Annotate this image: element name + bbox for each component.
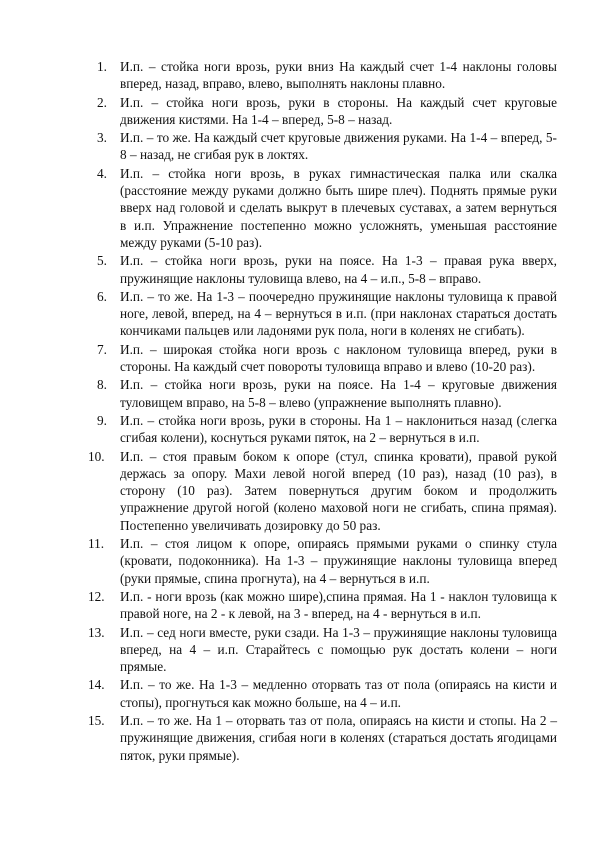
- list-item: [88, 448, 557, 534]
- list-item: [88, 712, 557, 764]
- item-number: 1.: [97, 59, 107, 74]
- list-item: [88, 624, 557, 676]
- item-text: И.п. – сед ноги вместе, руки сзади. На 1-3 – пружинящие наклоны туловища вперед, на 4 – и.п. Старайтесь с помощью рук достать колени – ноги прямые.: [120, 624, 557, 675]
- list-item: [88, 535, 557, 587]
- item-text: И.п. – стойка ноги врозь, руки в стороны. На 1 – наклониться назад (слегка сгибая колени), коснуться руками пяток, на 2 – вернуться в и.п.: [120, 412, 557, 446]
- item-number: 13.: [88, 624, 105, 640]
- item-number: 12.: [88, 588, 105, 604]
- list-item: [88, 165, 557, 251]
- list-item: [88, 94, 557, 129]
- item-text: И.п. – широкая стойка ноги врозь с наклоном туловища вперед, руки в стороны. На каждый счет повороты туловища вправо и влево (10-20 раз).: [120, 341, 557, 375]
- list-item: [88, 376, 557, 411]
- item-text: И.п. – стоя правым боком к опоре (стул, спинка кровати), правой рукой держась за опору. Махи левой ногой вперед (10 раз), назад (10 раз), в сторону (10 раз). Затем повернуться другим боком и продолжить упражнение другой ногой (колено маховой ноги не сгибать, спина прямая). Постепенно увеличивать дозировку до 50 раз.: [120, 448, 557, 533]
- item-text: И.п. – то же. На 1-3 – поочередно пружинящие наклоны туловища к правой ноге, левой, вперед, на 4 – вернуться в и.п. (при наклонах стараться достать кончиками пальцев или ладонями рук пола, ноги в коленях не сгибать).: [120, 288, 557, 339]
- item-text: И.п. – то же. На 1-3 – медленно оторвать таз от пола (опираясь на кисти и стопы), прогнуться как можно больше, на 4 – и.п.: [120, 677, 557, 710]
- list-item: [88, 588, 557, 623]
- item-number: 2.: [97, 94, 107, 110]
- exercise-list: [88, 58, 557, 765]
- item-number: 7.: [97, 341, 107, 357]
- item-number: 15.: [88, 712, 105, 728]
- item-number: 8.: [97, 377, 107, 393]
- item-number: 5.: [97, 253, 107, 269]
- list-item: [88, 341, 557, 376]
- item-number: 14.: [88, 677, 105, 693]
- list-item: [88, 58, 557, 93]
- item-text: И.п. – стойка ноги врозь, руки вниз На каждый счет 1-4 наклоны головы вперед, назад, вправо, влево, выполнять наклоны плавно.: [120, 59, 557, 92]
- item-number: 4.: [97, 165, 107, 181]
- item-number: 3.: [97, 130, 107, 146]
- list-item: [88, 129, 557, 164]
- item-text: И.п. – стойка ноги врозь, в руках гимнастическая палка или скалка (расстояние между руками должно быть шире плеч). Поднять прямые руки вверх над головой и сделать выкрут в плечевых суставах, а затем вернуться в и.п. Упражнение постепенно можно усложнять, уменьшая расстояние между руками (5-10 раз).: [120, 165, 557, 250]
- item-number: 11.: [88, 536, 105, 552]
- item-text: И.п. – то же. На каждый счет круговые движения руками. На 1-4 – вперед, 5-8 – назад, не сгибая рук в локтях.: [120, 130, 557, 163]
- item-number: 10.: [88, 448, 105, 464]
- item-text: И.п. – то же. На 1 – оторвать таз от пола, опираясь на кисти и стопы. На 2 – пружинящие движения, сгибая ноги в коленях (стараться достать ягодицами пяток, руки прямые).: [120, 712, 557, 763]
- list-item: [88, 412, 557, 447]
- list-item: [88, 252, 557, 287]
- item-text: И.п. – стойка ноги врозь, руки в стороны. На каждый счет круговые движения кистями. На 1-4 – вперед, 5-8 – назад.: [120, 94, 557, 127]
- item-text: И.п. – стойка ноги врозь, руки на поясе. На 1-3 – правая рука вверх, пружинящие наклоны туловища влево, на 4 – и.п., 5-8 – вправо.: [120, 253, 557, 286]
- item-number: 9.: [97, 412, 107, 428]
- list-item: [88, 676, 557, 711]
- item-text: И.п. – стойка ноги врозь, руки на поясе. На 1-4 – круговые движения туловищем вправо, на 5-8 – влево (упражнение выполнять плавно).: [120, 377, 557, 410]
- item-text: И.п. - ноги врозь (как можно шире),спина прямая. На 1 - наклон туловища к правой ноге, на 2 - к левой, на 3 - вперед, на 4 - вернуться в и.п.: [120, 588, 557, 622]
- item-number: 6.: [97, 288, 107, 304]
- item-text: И.п. – стоя лицом к опоре, опираясь прямыми руками о спинку стула (кровати, подоконника). На 1-3 – пружинящие наклоны туловища вперед (руки прямые, спина прогнута), на 4 – вернуться в и.п.: [120, 536, 557, 586]
- list-item: [88, 288, 557, 340]
